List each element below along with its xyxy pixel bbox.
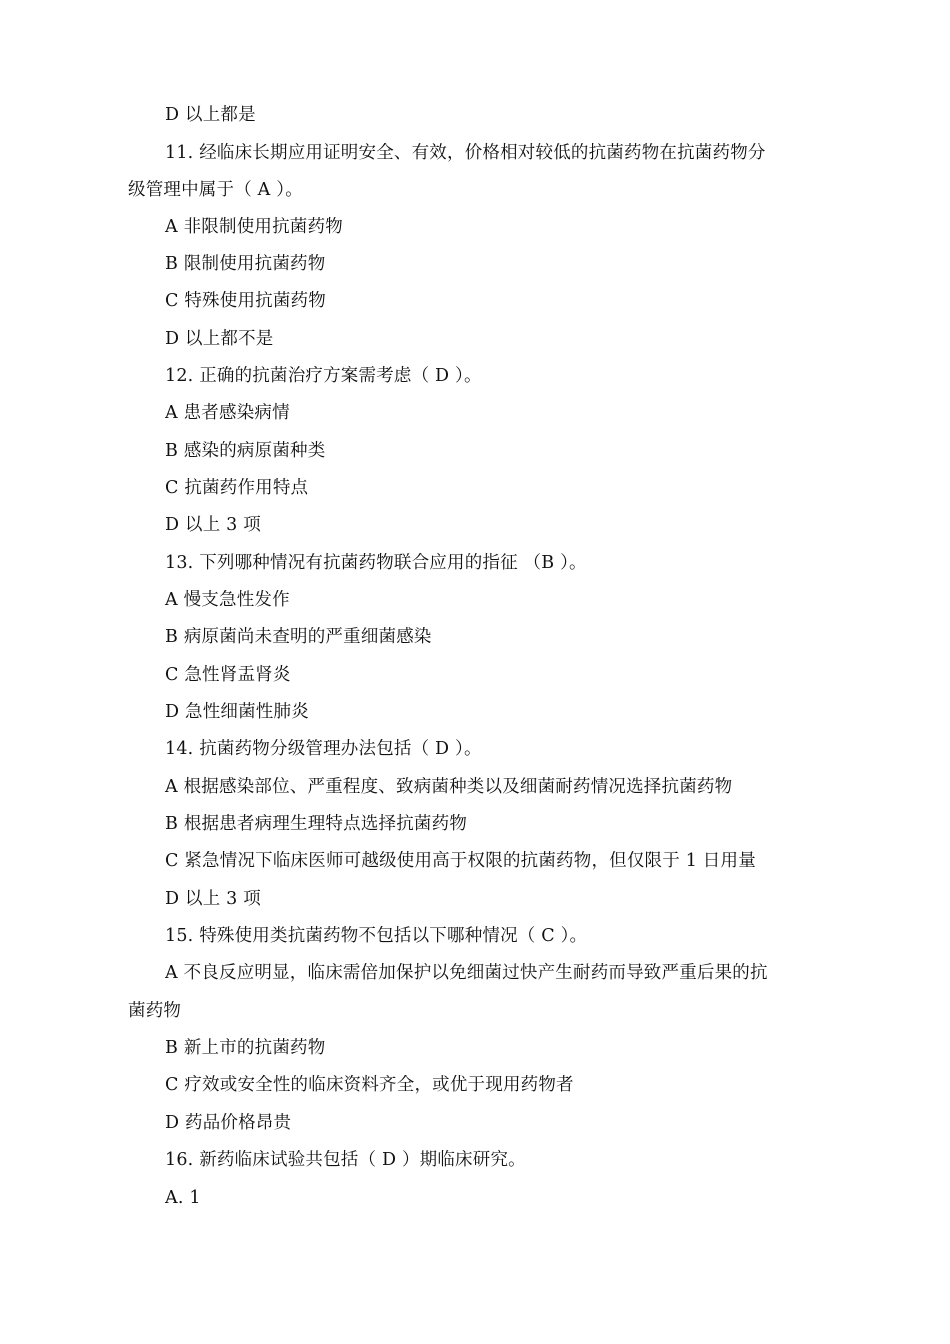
option-d: D 以上都是: [165, 105, 256, 125]
option-c: C 紧急情况下临床医师可越级使用高于权限的抗菌药物，但仅限于 1 日用量: [165, 851, 756, 871]
option-d: D 急性细菌性肺炎: [165, 702, 309, 722]
option-a: A 不良反应明显，临床需倍加保护以免细菌过快产生耐药而导致严重后果的抗: [165, 963, 768, 983]
question-14: 14. 抗菌药物分级管理办法包括（ D ）。: [165, 739, 482, 759]
option-a: A 患者感染病情: [165, 403, 290, 423]
option-b: B 根据患者病理生理特点选择抗菌药物: [165, 814, 468, 834]
option-d: D 以上都不是: [165, 329, 274, 349]
option-a: A 慢支急性发作: [165, 590, 290, 610]
option-a: A. 1: [165, 1188, 201, 1208]
option-b: B 限制使用抗菌药物: [165, 254, 326, 274]
option-c: C 特殊使用抗菌药物: [165, 291, 326, 311]
option-b: B 感染的病原菌种类: [165, 441, 326, 461]
option-b: B 病原菌尚未查明的严重细菌感染: [165, 627, 432, 647]
option-d: D 以上 3 项: [165, 515, 261, 535]
option-d: D 以上 3 项: [165, 889, 261, 909]
option-c: C 急性肾盂肾炎: [165, 665, 291, 685]
question-11: 11. 经临床长期应用证明安全、有效，价格相对较低的抗菌药物在抗菌药物分: [165, 143, 766, 163]
option-b: B 新上市的抗菌药物: [165, 1038, 326, 1058]
option-c: C 抗菌药作用特点: [165, 478, 309, 498]
question-13: 13. 下列哪种情况有抗菌药物联合应用的指征 （B ）。: [165, 553, 587, 573]
question-11-continued: 级管理中属于（ A ）。: [128, 180, 303, 200]
option-a: A 非限制使用抗菌药物: [165, 217, 343, 237]
option-d: D 药品价格昂贵: [165, 1113, 292, 1133]
option-a: A 根据感染部位、严重程度、致病菌种类以及细菌耐药情况选择抗菌药物: [165, 777, 733, 797]
question-16: 16. 新药临床试验共包括（ D ）期临床研究。: [165, 1150, 526, 1170]
option-c: C 疗效或安全性的临床资料齐全，或优于现用药物者: [165, 1075, 574, 1095]
option-a-continued: 菌药物: [128, 1001, 182, 1021]
question-12: 12. 正确的抗菌治疗方案需考虑（ D ）。: [165, 366, 482, 386]
question-15: 15. 特殊使用类抗菌药物不包括以下哪种情况（ C ）。: [165, 926, 588, 946]
